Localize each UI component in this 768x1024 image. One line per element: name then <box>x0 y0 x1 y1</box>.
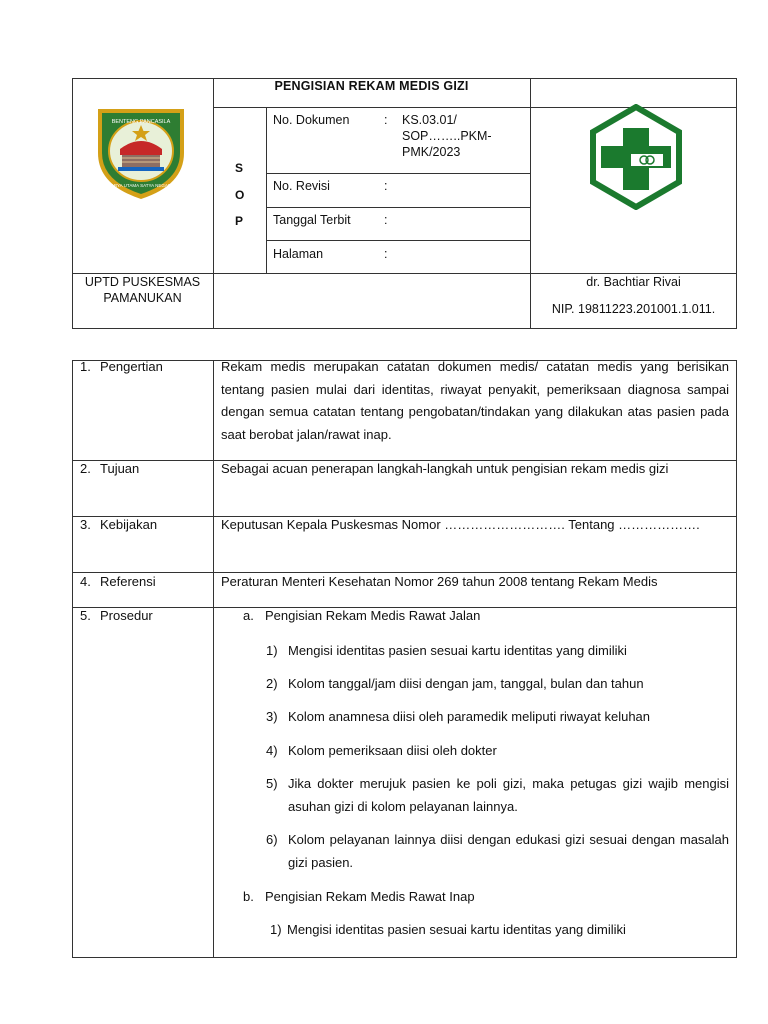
list-item-number: 3) <box>266 709 278 724</box>
prosedur-b-marker: b. <box>243 889 254 904</box>
list-item: Kolom pemeriksaan diisi oleh dokter <box>288 743 497 758</box>
header-divider <box>266 173 530 174</box>
field-label-no-revisi: No. Revisi <box>273 179 330 193</box>
section-number: 2. <box>80 461 91 476</box>
sop-letter-s: S <box>235 161 244 175</box>
prosedur-b-title: Pengisian Rekam Medis Rawat Inap <box>265 889 475 904</box>
puskesmas-cross-icon <box>583 104 689 210</box>
content-divider <box>213 360 214 958</box>
sop-letter-p: P <box>235 214 244 228</box>
section-number: 3. <box>80 517 91 532</box>
list-item: Jika dokter merujuk pasien ke poli gizi, maka petugas gizi wajib mengisi asuhan gizi di kolom pelayanan lainnya. <box>288 776 729 814</box>
prosedur-a-title: Pengisian Rekam Medis Rawat Jalan <box>265 608 481 623</box>
section-number: 5. <box>80 608 91 623</box>
list-item-number: 6) <box>266 832 278 847</box>
section-label-tujuan: Tujuan <box>100 461 140 476</box>
section-number: 4. <box>80 574 91 589</box>
section-label-pengertian: Pengertian <box>100 359 163 374</box>
organization-name: UPTD PUSKESMAS <box>84 275 201 289</box>
list-item-number: 1) <box>266 643 278 658</box>
section-text-referensi: Peraturan Menteri Kesehatan Nomor 269 tahun 2008 tentang Rekam Medis <box>221 574 658 589</box>
field-label-halaman: Halaman <box>273 247 324 261</box>
field-value-no-dokumen: KS.03.01/ <box>402 113 457 127</box>
field-label-tanggal-terbit: Tanggal Terbit <box>273 213 351 227</box>
section-text-kebijakan: Keputusan Kepala Puskesmas Nomor ………………………. Tentang ………………. <box>221 517 700 532</box>
section-label-prosedur: Prosedur <box>100 608 153 623</box>
signer-nip: NIP. 19811223.201001.1.011. <box>551 302 716 316</box>
list-item-number: 1) <box>270 922 282 937</box>
document-title: PENGISIAN REKAM MEDIS GIZI <box>274 79 469 93</box>
field-value-no-dokumen: PMK/2023 <box>402 145 461 159</box>
section-text-pengertian: Rekam medis merupakan catatan dokumen medis/ catatan medis yang berisikan tentang pasien mulai dari identitas, riwayat penyakit, pemeriksaan diagnosa sampai dengan semua catatan tentang pengobatan/tindakan yang dilakukan atas pasien pada saat berobat jalan/rawat inap. <box>221 359 729 442</box>
header-divider <box>530 78 531 329</box>
emblem-ring-text-top: BENTENG PANCASILA <box>111 119 171 125</box>
benteng-pancasila-emblem-icon <box>92 103 190 201</box>
emblem-ring-text-bottom: KARYA UTAMA SATYA NEGARA <box>107 183 175 188</box>
list-item: Mengisi identitas pasien sesuai kartu identitas yang dimiliki <box>288 643 627 658</box>
section-label-referensi: Referensi <box>100 574 156 589</box>
list-item: Kolom anamnesa diisi oleh paramedik meliputi riwayat keluhan <box>288 709 651 724</box>
header-divider <box>213 78 214 329</box>
header-divider <box>266 240 530 241</box>
organization-name: PAMANUKAN <box>103 291 182 305</box>
section-number: 1. <box>80 359 91 374</box>
field-value-no-dokumen: SOP……..PKM- <box>402 129 492 143</box>
sop-letter-o: O <box>235 188 245 202</box>
field-sep: : <box>384 213 388 227</box>
header-divider <box>266 107 267 273</box>
list-item: Kolom tanggal/jam diisi dengan jam, tanggal, bulan dan tahun <box>288 676 644 691</box>
field-sep: : <box>384 247 388 261</box>
signer-name: dr. Bachtiar Rivai <box>586 275 681 289</box>
header-divider <box>266 207 530 208</box>
field-label-no-dokumen: No. Dokumen <box>273 113 350 127</box>
section-label-kebijakan: Kebijakan <box>100 517 158 532</box>
list-item-number: 2) <box>266 676 278 691</box>
field-sep: : <box>384 179 388 193</box>
field-sep: : <box>384 113 388 127</box>
list-item: Mengisi identitas pasien sesuai kartu identitas yang dimiliki <box>287 922 626 937</box>
section-text-tujuan: Sebagai acuan penerapan langkah-langkah untuk pengisian rekam medis gizi <box>221 461 669 476</box>
list-item-number: 4) <box>266 743 278 758</box>
list-item: Kolom pelayanan lainnya diisi dengan edukasi gizi sesuai dengan masalah gizi pasien. <box>288 832 729 870</box>
list-item-number: 5) <box>266 776 278 791</box>
prosedur-a-marker: a. <box>243 608 254 623</box>
